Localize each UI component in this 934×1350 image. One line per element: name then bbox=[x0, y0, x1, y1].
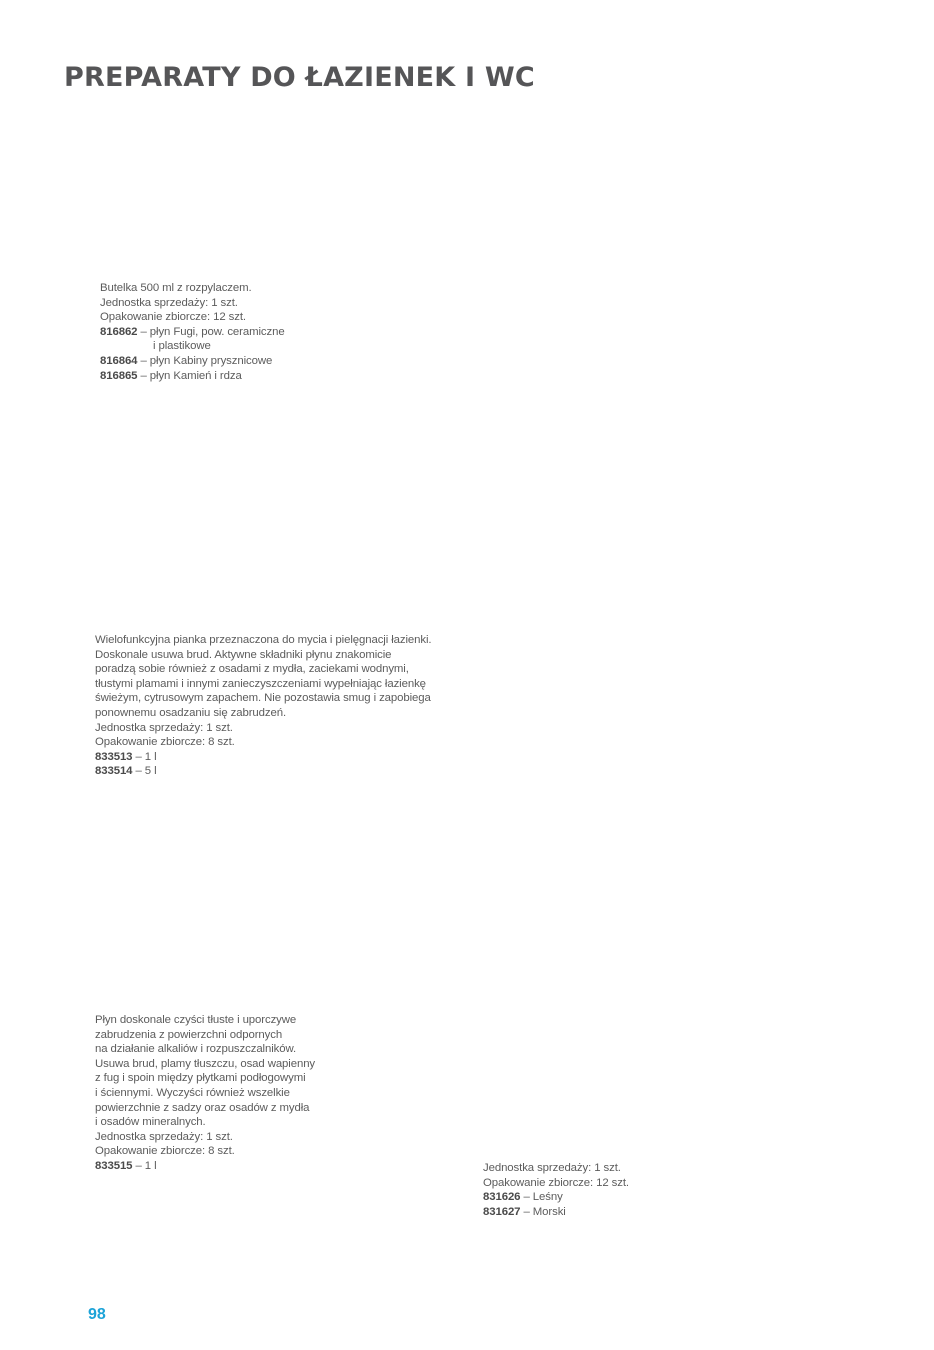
product-text-line: tłustymi plamami i innymi zanieczyszczeniami wypełniając łazienkę bbox=[95, 677, 426, 690]
product-code-line bbox=[483, 1205, 629, 1220]
product-text-line: powierzchnie z sadzy oraz osadów z mydła bbox=[95, 1101, 310, 1114]
product-code: 831627 bbox=[483, 1205, 521, 1218]
product-text-line: Jednostka sprzedaży: 1 szt. bbox=[100, 296, 238, 309]
product-text-line: na działanie alkaliów i rozpuszczalników. bbox=[95, 1043, 297, 1056]
product-code-description: – 5 l bbox=[132, 765, 157, 778]
product-text-line: Jednostka sprzedaży: 1 szt. bbox=[95, 1130, 233, 1143]
product-text-line: Opakowanie zbiorcze: 12 szt. bbox=[100, 311, 246, 324]
product-text-line: Opakowanie zbiorcze: 8 szt. bbox=[95, 1145, 235, 1158]
product-code: 833515 bbox=[95, 1159, 133, 1172]
product-text-line: poradzą sobie również z osadami z mydła, zaciekami wodnymi, bbox=[95, 663, 409, 676]
product-text-line: i osadów mineralnych. bbox=[95, 1116, 206, 1129]
product-code-description: – 1 l bbox=[132, 750, 157, 763]
product-code: 816862 bbox=[100, 325, 138, 338]
product-description-fresheners bbox=[483, 1161, 629, 1219]
page-title: PREPARATY DO ŁAZIENEK I WC bbox=[64, 62, 535, 93]
product-description-spray-bottles bbox=[100, 281, 285, 383]
product-text-line: Opakowanie zbiorcze: 12 szt. bbox=[483, 1176, 629, 1189]
product-text-line: Usuwa brud, plamy tłuszczu, osad wapienny bbox=[95, 1057, 316, 1070]
product-text-line: z fug i spoin między płytkami podłogowymi bbox=[95, 1072, 306, 1085]
product-code-description-continued: i plastikowe bbox=[153, 340, 211, 353]
product-text-line: Doskonale usuwa brud. Aktywne składniki płynu znakomicie bbox=[95, 648, 392, 661]
product-code-description: – Leśny bbox=[520, 1191, 563, 1204]
product-text-line: świeżym, cytrusowym zapachem. Nie pozostawia smug i zapobiega bbox=[95, 692, 431, 705]
product-code: 833514 bbox=[95, 765, 133, 778]
product-text-line: zabrudzenia z powierzchni odpornych bbox=[95, 1028, 283, 1041]
product-code-line bbox=[100, 369, 285, 384]
product-code: 816864 bbox=[100, 354, 138, 367]
product-description-heavy-duty-cleaner bbox=[95, 1013, 315, 1174]
product-code-line bbox=[95, 764, 431, 779]
product-code-line bbox=[95, 1159, 315, 1174]
product-text-line: Jednostka sprzedaży: 1 szt. bbox=[95, 721, 233, 734]
product-text-line: Płyn doskonale czyści tłuste i uporczywe bbox=[95, 1014, 297, 1026]
product-text-line: ponownemu osadzaniu się zabrudzeń. bbox=[95, 706, 287, 719]
product-text-line: i ściennymi. Wyczyści również wszelkie bbox=[95, 1086, 290, 1099]
product-code-line bbox=[100, 354, 285, 369]
product-code-line bbox=[483, 1190, 629, 1205]
product-code: 831626 bbox=[483, 1191, 521, 1204]
product-code-description: – płyn Kabiny prysznicowe bbox=[137, 354, 273, 367]
product-text-line: Jednostka sprzedaży: 1 szt. bbox=[483, 1162, 621, 1174]
product-text-line: Butelka 500 ml z rozpylaczem. bbox=[100, 282, 252, 294]
product-code-line bbox=[95, 750, 431, 765]
product-text-line: Opakowanie zbiorcze: 8 szt. bbox=[95, 736, 235, 749]
product-code-description: – 1 l bbox=[132, 1159, 157, 1172]
product-code-description: – Morski bbox=[520, 1205, 566, 1218]
product-code: 833513 bbox=[95, 750, 133, 763]
page-number: 98 bbox=[88, 1306, 106, 1323]
product-text-line: Wielofunkcyjna pianka przeznaczona do mycia i pielęgnacji łazienki. bbox=[95, 634, 432, 646]
product-description-bathroom-foam bbox=[95, 633, 431, 779]
product-code-line bbox=[100, 325, 285, 340]
product-code-description: – płyn Kamień i rdza bbox=[137, 369, 242, 382]
product-code-description: – płyn Fugi, pow. ceramiczne bbox=[137, 325, 285, 338]
product-code: 816865 bbox=[100, 369, 138, 382]
